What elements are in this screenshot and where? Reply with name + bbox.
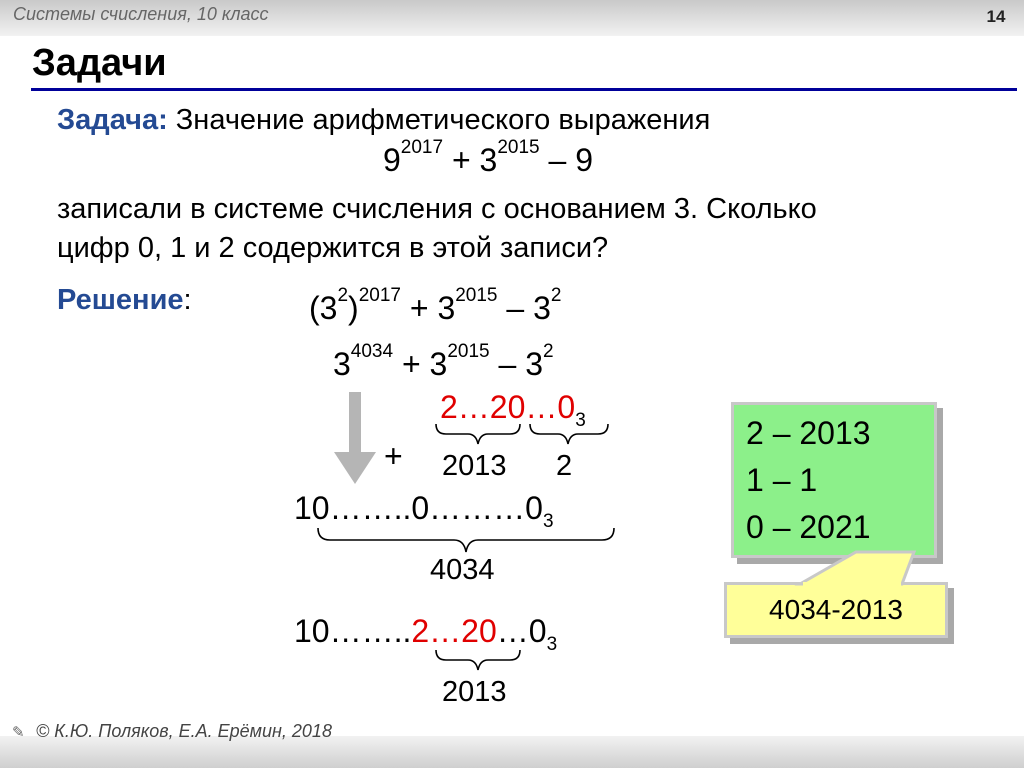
step2-exp-2: 2015 bbox=[447, 341, 490, 362]
course-title: Системы счисления, 10 класс bbox=[13, 4, 269, 24]
step5-part-2: 2…20 bbox=[411, 613, 497, 649]
task-text-1: Значение арифметического выражения bbox=[167, 104, 711, 136]
step2-part-3: – 3 bbox=[489, 346, 543, 382]
solution-label: Решение bbox=[57, 284, 184, 316]
count-2013-a: 2013 bbox=[442, 450, 507, 482]
answer-line-2: 2 – 2013 bbox=[746, 415, 871, 451]
expr-part-c: – 9 bbox=[539, 142, 593, 178]
task-line-3: цифр 0, 1 и 2 содержится в этой записи? bbox=[57, 232, 609, 264]
solution-colon: : bbox=[183, 284, 192, 316]
step1-exp-1: 2 bbox=[337, 285, 349, 306]
plus-sign: + bbox=[384, 438, 403, 474]
step1-part-2: ) bbox=[348, 290, 359, 326]
expr-part-b: + 3 bbox=[443, 142, 498, 178]
step4-base: 3 bbox=[542, 511, 554, 532]
page-number: 14 bbox=[986, 7, 1006, 26]
slide-title: Задачи bbox=[32, 42, 167, 84]
step1-exp-4: 2 bbox=[550, 285, 562, 306]
step1-part-3: + 3 bbox=[400, 290, 456, 326]
step3-digits: 2…20…0 bbox=[440, 389, 576, 425]
expr-exp-a: 2017 bbox=[400, 137, 444, 158]
expr-exp-b: 2015 bbox=[497, 137, 540, 158]
footer-text: © К.Ю. Поляков, Е.А. Ерёмин, 2018 bbox=[36, 721, 332, 741]
step5-base: 3 bbox=[546, 634, 558, 655]
step4-digits: 10……..0………0 bbox=[294, 490, 543, 526]
step1-part-1: (3 bbox=[309, 290, 338, 326]
count-2013-b: 2013 bbox=[442, 676, 507, 708]
expr-base-a: 9 bbox=[383, 142, 401, 178]
step2-part-2: + 3 bbox=[393, 346, 448, 382]
answer-line-0: 0 – 2021 bbox=[746, 509, 871, 545]
task-label: Задача: bbox=[57, 104, 168, 136]
step5-part-3: …0 bbox=[496, 613, 547, 649]
step1-exp-3: 2015 bbox=[455, 285, 498, 306]
count-2: 2 bbox=[556, 450, 573, 482]
task-line-2: записали в системе счисления с основанием 3. Сколько bbox=[57, 193, 817, 225]
step1-exp-2: 2017 bbox=[358, 285, 401, 306]
answer-line-1: 1 – 1 bbox=[746, 462, 818, 498]
footer-authors: К.Ю. Поляков, Е.А. Ерёмин, 2018 bbox=[54, 721, 332, 741]
author-logo-icon: ✎ bbox=[12, 724, 25, 741]
step2-exp-3: 2 bbox=[543, 341, 554, 362]
step1-part-4: – 3 bbox=[497, 290, 551, 326]
callout-text: 4034-2013 bbox=[769, 594, 903, 625]
step3-base: 3 bbox=[575, 410, 586, 431]
step2-exp-1: 4034 bbox=[350, 341, 394, 362]
step2-part-1: 3 bbox=[333, 346, 351, 382]
step5-part-1: 10…….. bbox=[294, 613, 412, 649]
count-4034: 4034 bbox=[430, 554, 495, 586]
